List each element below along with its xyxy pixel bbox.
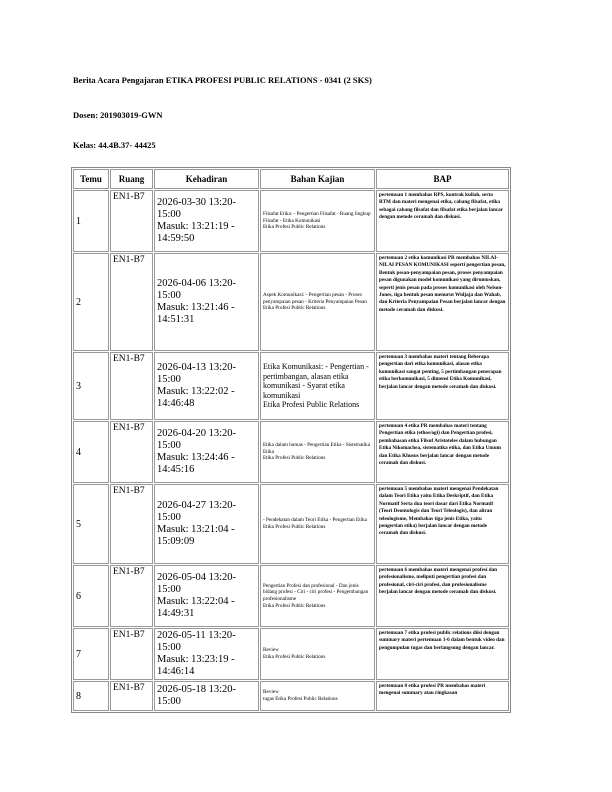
bahan-course: Etika Profesi Public Relations bbox=[263, 455, 326, 462]
schedule-time: 2026-03-30 13:20-15:00 bbox=[157, 197, 237, 220]
table-row bbox=[73, 421, 509, 483]
bahan-course: Etika Profesi Public Relations bbox=[263, 400, 360, 410]
bahan-topic: Etika dalam humas - Pengertian Etika - Sistematika Etika bbox=[263, 442, 371, 455]
cell-bap bbox=[376, 565, 509, 627]
bap-text: pertemuan 3 membahas materi tentang Beberapa pengertian dari etika komunikasi, alasan etika komunikasi sangat penting, 5 pertimbangan penerapan etika berkomunikasi, 5 dimensi Etika Komunikasi, berjalan lancar dengan metode ceramah dan diskusi. bbox=[379, 354, 502, 390]
check-in-time: Masuk: 13:21:04 - 15:09:09 bbox=[157, 524, 235, 547]
bap-text: pertemuan 8 etika profesi PR membahas materi mengenai summary atau ringkasan bbox=[379, 683, 486, 697]
cell-temu: 1 bbox=[73, 190, 109, 252]
check-in-time: Masuk: 13:22:04 - 14:49:31 bbox=[157, 596, 235, 619]
cell-bahan-kajian bbox=[260, 484, 375, 564]
cell-temu: 4 bbox=[73, 421, 109, 483]
schedule-time: 2026-05-11 13:20-15:00 bbox=[157, 630, 236, 653]
cell-bahan-kajian bbox=[260, 565, 375, 627]
cell-temu: 8 bbox=[73, 681, 109, 711]
cell-bahan-kajian bbox=[260, 253, 375, 351]
table-row bbox=[73, 352, 509, 420]
cell-temu: 2 bbox=[73, 253, 109, 351]
column-header-kehadiran: Kehadiran bbox=[154, 169, 259, 189]
cell-bap bbox=[376, 484, 509, 564]
cell-kehadiran bbox=[154, 628, 259, 680]
cell-bap bbox=[376, 253, 509, 351]
table-row bbox=[73, 253, 509, 351]
cell-temu: 5 bbox=[73, 484, 109, 564]
bahan-course: tugas Etika Profesi Public Relations bbox=[263, 696, 338, 702]
cell-ruang: EN1-B7 bbox=[110, 352, 153, 420]
schedule-time: 2026-04-27 13:20-15:00 bbox=[157, 500, 237, 523]
lecturer-line: Dosen: 201903019-GWN bbox=[73, 110, 163, 120]
cell-ruang: EN1-B7 bbox=[110, 190, 153, 252]
bap-text: pertemuan 4 etika PR membahas materi tentang Pengertian etika (ethos/ogi) dan Pengertian profesi, pembahasan etika Filsuf Aristoteles dalam hubungan Etika Nikomachea, sistematika etika, dan Etika Umum dan Etika Khusus berjalan lancar dengan metode ceramah dan diskusi. bbox=[379, 423, 501, 467]
cell-bap bbox=[376, 681, 509, 711]
bap-text: pertemuan 7 etika profesi public relations diisi dengan summary materi pertemuan 1-6 dalam bentuk video dan pengumpulan tugas dan berlangsung dengan lancar. bbox=[379, 630, 505, 651]
bap-text: pertemuan 6 membahas materi mengenai profesi dan profesionalisme, meliputi pengertian profesi dan profesional, ciri-ciri profesi, dan profesionalisme berjalan lancar dengan metode ceramah dan diskusi. bbox=[379, 567, 498, 596]
cell-bap bbox=[376, 421, 509, 483]
cell-ruang: EN1-B7 bbox=[110, 681, 153, 711]
schedule-time: 2026-04-06 13:20-15:00 bbox=[157, 278, 237, 301]
cell-bap bbox=[376, 190, 509, 252]
bahan-course: Etika Profesi Public Relations bbox=[263, 602, 326, 609]
check-in-time: Masuk: 13:21:46 - 14:51:31 bbox=[157, 302, 235, 325]
class-line: Kelas: 44.4B.37- 44425 bbox=[73, 140, 156, 150]
schedule-time: 2026-05-18 13:20-15:00 bbox=[157, 684, 237, 707]
cell-bap bbox=[376, 628, 509, 680]
schedule-time: 2026-04-20 13:20-15:00 bbox=[157, 428, 237, 451]
cell-temu: 6 bbox=[73, 565, 109, 627]
check-in-time: Masuk: 13:24:46 - 14:45:16 bbox=[157, 452, 235, 475]
cell-bahan-kajian bbox=[260, 352, 375, 420]
table-row bbox=[73, 628, 509, 680]
bahan-course: Etika Profesi Public Relations bbox=[263, 654, 326, 660]
cell-kehadiran bbox=[154, 190, 259, 252]
column-header-bahan-kajian: Bahan Kajian bbox=[260, 169, 375, 189]
schedule-time: 2026-05-04 13:20-15:00 bbox=[157, 572, 237, 595]
cell-ruang: EN1-B7 bbox=[110, 421, 153, 483]
schedule-time: 2026-04-13 13:20-15:00 bbox=[157, 362, 237, 385]
cell-kehadiran bbox=[154, 681, 259, 711]
bahan-topic: - Pendekatan dalam Teori Etika - Pengertian Etika bbox=[263, 517, 367, 524]
bahan-course: Etika Profesi Public Relations bbox=[263, 305, 326, 312]
table-row bbox=[73, 190, 509, 252]
bap-text: pertemuan 1 membahas RPS, kontrak kuliah, serta RTM dan materi mengenai etika, cabang filsafat, etika sebagai cabang filsafat dan filsafat etika berjalan lancar dengan metode ceramah dan diskusi. bbox=[379, 192, 503, 221]
cell-kehadiran bbox=[154, 253, 259, 351]
table-row bbox=[73, 565, 509, 627]
bap-text: pertemuan 5 membahas materi mengenai Pendekatan dalam Teori Etika yaitu Etika Deskriptif, dan Etika Normatif Serta dua teori dasar dari Etika Normatif (Teori Deontologis dan Teori Teleologis), dan aliran teleologisme, Membahas tiga jenis Etika, yaitu pengertian etika) berjalan lancar dengan metode ceramah dan diskusi. bbox=[379, 486, 499, 537]
column-header-ruang: Ruang bbox=[110, 169, 153, 189]
cell-kehadiran bbox=[154, 421, 259, 483]
check-in-time: Masuk: 13:22:02 - 14:46:48 bbox=[157, 386, 235, 409]
cell-bahan-kajian bbox=[260, 681, 375, 711]
bap-text: pertemuan 2 etika komunikasi PR membahas NILAI-NILAI PESAN KOMUNIKASI seperti pengertian pesan, Bentuk pesan-penyampaian pesan, proses penyampaian pesan digunakan model komunikasi yang dirumuskan, seperti jenis pesan pada proses komunikasi oleh Nelson-Jones, tiga bentuk pesan menurut Widjaja dan Wahab, dan Kriteria Penyampaian Pesan berjalan lancar dengan metode ceramah dan diskusi. bbox=[379, 255, 506, 313]
check-in-time: Masuk: 13:23:19 - 14:46:14 bbox=[157, 654, 235, 677]
bahan-topic: Review bbox=[263, 647, 279, 654]
bahan-course: Etika Profesi Public Relations bbox=[263, 524, 326, 530]
bahan-topic: Review bbox=[263, 689, 279, 696]
table-row bbox=[73, 484, 509, 564]
bahan-topic: Pengertian Profesi dan profesional - Dan jenis bidang profesi - Ciri - ciri profesi - Pengembangan profesionalisme bbox=[263, 582, 369, 602]
cell-temu: 3 bbox=[73, 352, 109, 420]
document-title: Berita Acara Pengajaran ETIKA PROFESI PUBLIC RELATIONS - 0341 (2 SKS) bbox=[73, 75, 372, 85]
column-header-temu: Temu bbox=[73, 169, 109, 189]
cell-kehadiran bbox=[154, 565, 259, 627]
bahan-topic: Filsafat Etika: - Pengertian Filsafat - Ruang lingkup Filsafat - Etika Komunikasi bbox=[263, 211, 371, 224]
cell-ruang: EN1-B7 bbox=[110, 484, 153, 564]
cell-bahan-kajian bbox=[260, 628, 375, 680]
table-header-row bbox=[73, 169, 509, 189]
bahan-course: Etika Profesi Public Relations bbox=[263, 224, 326, 231]
column-header-bap: BAP bbox=[376, 169, 509, 189]
cell-ruang: EN1-B7 bbox=[110, 253, 153, 351]
cell-temu: 7 bbox=[73, 628, 109, 680]
bahan-topic: Etika Komunikasi: - Pengertian - pertimbangan, alasan etika komunikasi - Syarat etika komunikasi bbox=[263, 362, 369, 400]
check-in-time: Masuk: 13:21:19 - 14:59:50 bbox=[157, 221, 235, 244]
cell-bahan-kajian bbox=[260, 190, 375, 252]
cell-ruang: EN1-B7 bbox=[110, 628, 153, 680]
table-row bbox=[73, 681, 509, 711]
cell-kehadiran bbox=[154, 352, 259, 420]
attendance-table bbox=[71, 167, 511, 713]
cell-bahan-kajian bbox=[260, 421, 375, 483]
cell-bap bbox=[376, 352, 509, 420]
cell-ruang: EN1-B7 bbox=[110, 565, 153, 627]
bahan-topic: Aspek Komunikasi: - Pengertian pesan - Proses penyampaian pesan - Kriteria Penyampaian Pesan bbox=[263, 292, 367, 305]
cell-kehadiran bbox=[154, 484, 259, 564]
